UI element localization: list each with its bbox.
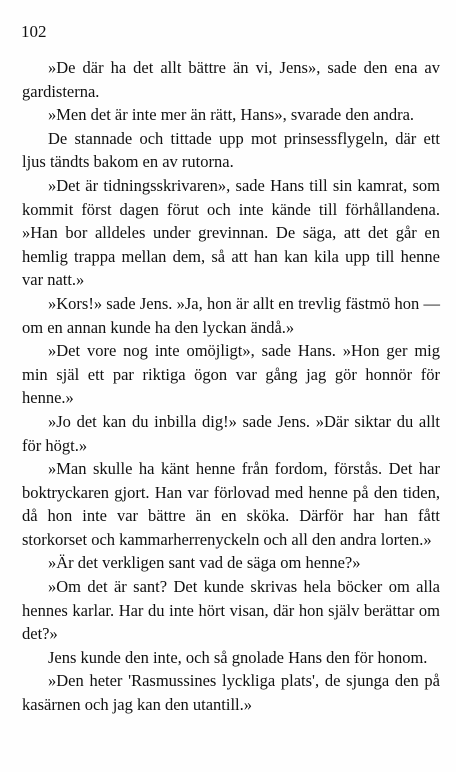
paragraph: De stannade och tittade upp mot prinsessflygeln, där ett ljus tändts bakom en av rutorna. (22, 128, 440, 172)
paragraph: »Det är tidningsskrivaren», sade Hans till sin kamrat, som kommit först dagen förut och inte kände till förhållandena. »Han bor alldeles under grevinnan. De säga, att det går en hemlig trappa mellan dem, så att han kan kila upp till henne var natt.» (22, 175, 440, 290)
paragraph: »Men det är inte mer än rätt, Hans», svarade den andra. (48, 105, 415, 125)
paragraph: »Jo det kan du inbilla dig!» sade Jens. »Där siktar du allt för högt.» (22, 411, 440, 455)
paragraph: Jens kunde den inte, och så gnolade Hans den för honom. (48, 647, 428, 667)
paragraph: »Kors!» sade Jens. »Ja, hon är allt en trevlig fästmö hon — om en annan kunde ha den lyckan ändå.» (22, 293, 440, 337)
paragraph: »Det vore nog inte omöjligt», sade Hans. »Hon ger mig min själ ett par riktiga ögon var gång jag gör honnör för henne.» (22, 341, 440, 408)
paragraph: »Den heter 'Rasmussines lyckliga plats', de sjunga den på kasärnen och jag kan den utantill.» (22, 671, 440, 715)
paragraph: »Är det verkligen sant vad de säga om henne?» (48, 553, 361, 573)
paragraph: »Man skulle ha känt henne från fordom, förstås. Det har boktryckaren gjort. Han var förlovad med henne på den tiden, då hon inte var bättre än en sköka. Därför har han fått storkorset och kammarherrenyckeln och all den andra lorten.» (22, 459, 440, 549)
page-text-body (22, 56, 440, 717)
page-number: 102 (21, 22, 47, 41)
paragraph: »Om det är sant? Det kunde skrivas hela böcker om alla hennes karlar. Har du inte hört visan, där hon själv berättar om det?» (22, 577, 440, 644)
paragraph: »De där ha det allt bättre än vi, Jens», sade den ena av gardisterna. (22, 58, 440, 101)
